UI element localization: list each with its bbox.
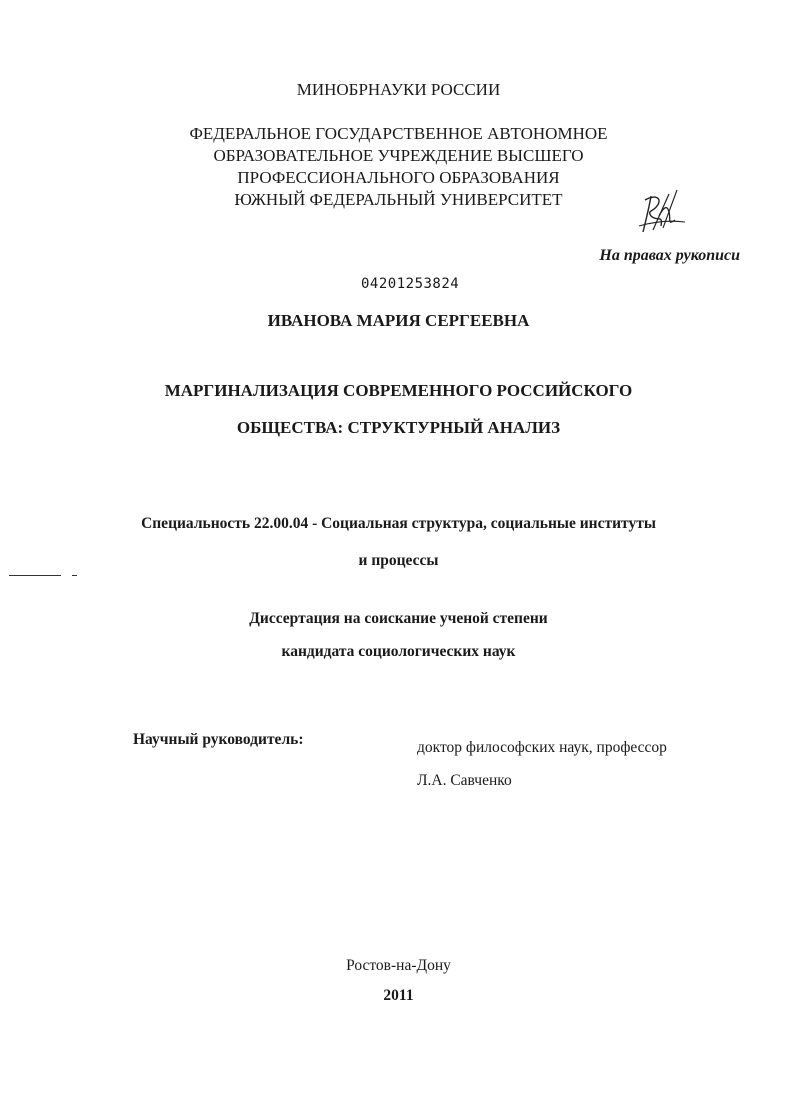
title-line: ОБЩЕСТВА: СТРУКТУРНЫЙ АНАЛИЗ [236, 418, 561, 437]
ministry-name: МИНОБРНАУКИ РОССИИ [296, 80, 501, 99]
organization-line: ПРОФЕССИОНАЛЬНОГО ОБРАЗОВАНИЯ [237, 168, 560, 187]
organization-line: ЮЖНЫЙ ФЕДЕРАЛЬНЫЙ УНИВЕРСИТЕТ [234, 190, 563, 209]
degree-block [0, 602, 797, 668]
supervisor-info [417, 731, 667, 797]
organization-line: ФЕДЕРАЛЬНОЕ ГОСУДАРСТВЕННОЕ АВТОНОМНОЕ [189, 124, 608, 143]
supervisor-degree: доктор философских наук, профессор [417, 739, 667, 756]
city: Ростов-на-Дону [346, 957, 451, 974]
document-code: 04201253824 [361, 276, 460, 292]
scan-mark [9, 575, 61, 576]
handwritten-signature [633, 186, 693, 242]
specialty-line: Специальность 22.00.04 - Социальная структура, социальные институты [141, 515, 656, 532]
specialty-block [0, 505, 797, 579]
specialty-line: и процессы [358, 552, 439, 569]
supervisor-name: Л.А. Савченко [417, 772, 512, 789]
degree-line: Диссертация на соискание ученой степени [249, 610, 548, 627]
author-name: ИВАНОВА МАРИЯ СЕРГЕЕВНА [267, 311, 530, 330]
year: 2011 [383, 987, 414, 1004]
scan-mark [72, 575, 77, 576]
dissertation-title [0, 372, 797, 446]
manuscript-note: На правах рукописи [599, 247, 740, 264]
title-line: МАРГИНАЛИЗАЦИЯ СОВРЕМЕННОГО РОССИЙСКОГО [164, 381, 633, 400]
degree-line: кандидата социологических наук [281, 643, 516, 660]
supervisor-label: Научный руководитель: [133, 731, 304, 748]
organization-line: ОБРАЗОВАТЕЛЬНОЕ УЧРЕЖДЕНИЕ ВЫСШЕГО [213, 146, 584, 165]
